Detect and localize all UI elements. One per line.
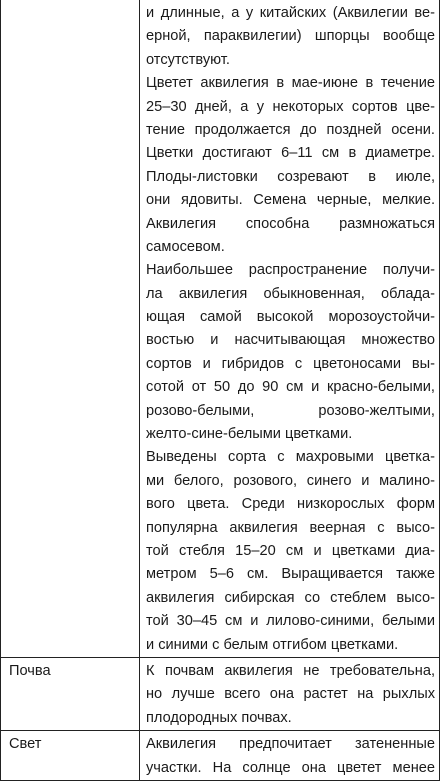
text-line: плодородных почвах. xyxy=(146,709,292,726)
text-line: сотой от 50 до 90 см и красно-белыми, xyxy=(146,379,435,396)
text-line: востью и насчитывающая множество xyxy=(146,332,435,349)
text-line: ми белого, розового, синего и малино- xyxy=(146,472,435,489)
text-line: желто-сине-белыми цветками. xyxy=(146,426,353,443)
text-line: Цветки достигают 6–11 см в диаметре. xyxy=(146,145,435,162)
text-line: и синими с белым отгибом цветками. xyxy=(146,636,399,653)
text-line: вого цвета. Среди низкорослых форм xyxy=(146,496,435,513)
row-content-cell xyxy=(140,657,440,730)
text-line: Выведены сорта с махровыми цветка- xyxy=(146,449,435,466)
text-line: ерной, параквилегии) шпорцы вообще xyxy=(146,28,435,45)
row-content-cell xyxy=(140,0,440,657)
text-line: они ядовиты. Семена черные, мелкие. xyxy=(146,192,435,209)
text-line: и длинные, а у китайских (Аквилегии ве- xyxy=(146,5,435,21)
table-row xyxy=(1,0,440,657)
text-line: Аквилегия предпочитает затененные xyxy=(146,736,435,753)
text-line: но лучше всего она растет на рыхлых xyxy=(146,686,435,703)
table-row xyxy=(1,731,440,781)
text-line: Аквилегия способна размножаться xyxy=(146,215,435,232)
row-content-cell xyxy=(140,731,440,781)
text-line: тение продолжается до поздней осени. xyxy=(146,121,435,138)
text-line: популярна аквилегия веерная с высо- xyxy=(146,519,435,536)
text-line: Наибольшее распространение получи- xyxy=(146,262,435,279)
text-line: ющая самой высокой морозоустойчи- xyxy=(146,309,435,326)
text-line: аквилегия сибирская со стеблем высо- xyxy=(146,589,435,606)
table-row xyxy=(1,657,440,730)
text-line: участки. На солнце она цветет менее xyxy=(146,759,435,776)
text-line: той 30–45 см и лилово-синими, белыми xyxy=(146,613,435,630)
text-line: метром 5–6 см. Выращивается также xyxy=(146,566,435,583)
row-label-cell xyxy=(1,731,140,781)
table-body xyxy=(1,0,440,780)
text-line: К почвам аквилегия не требовательна, xyxy=(146,662,435,679)
text-line: Цветет аквилегия в мае-июне в течение xyxy=(146,75,435,92)
text-line: сортов и гибридов с цветоносами вы- xyxy=(146,355,435,372)
text-line: 25–30 дней, а у некоторых сортов цве- xyxy=(146,98,435,115)
text-line: той стебля 15–20 см и цветками диа- xyxy=(146,542,435,559)
row-label: Почва xyxy=(9,662,51,679)
text-line: отсутствуют. xyxy=(146,51,230,68)
row-label: Свет xyxy=(9,736,42,753)
text-line: ла аквилегия обыкновенная, облада- xyxy=(146,285,435,302)
row-label-cell xyxy=(1,657,140,730)
text-line: розово-белыми, розово-желтыми, xyxy=(146,402,435,419)
row-label-cell xyxy=(1,0,140,657)
text-line: самосевом. xyxy=(146,238,225,255)
text-line: Плоды-листовки созревают в июле, xyxy=(146,168,435,185)
